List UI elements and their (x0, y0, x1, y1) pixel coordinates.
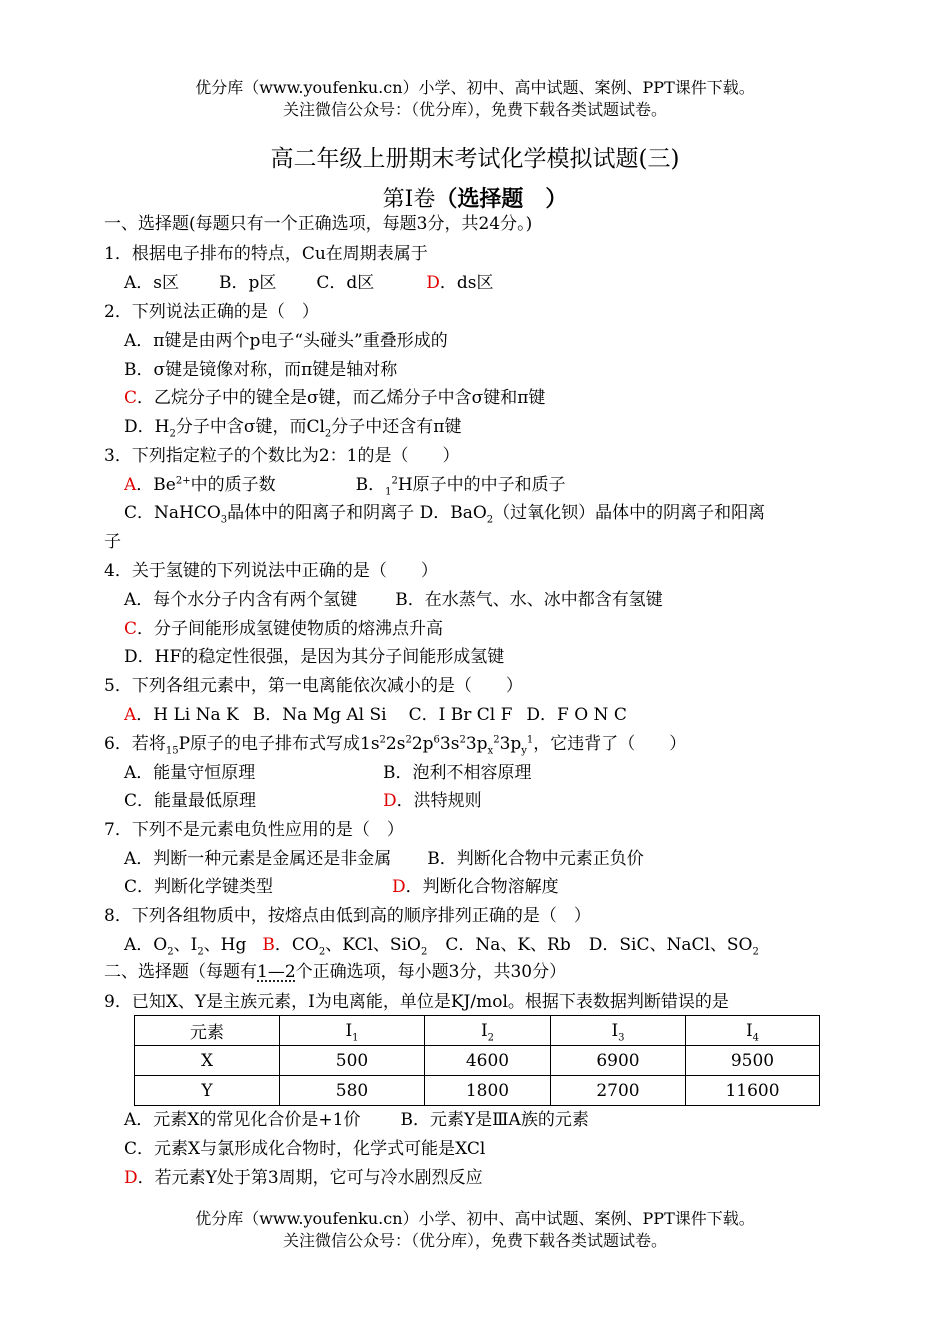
q2-d-3: 分子中还含有π键 (331, 417, 462, 437)
table-cell: 580 (280, 1076, 425, 1106)
q6-stem-sub: 15 (165, 745, 179, 757)
q5-b: B．Na Mg Al Si (252, 705, 387, 725)
q2-d (124, 415, 461, 439)
q8-b-sub-1: 2 (318, 946, 326, 958)
q9-stem: 9．已知X、Y是主族元素，I为电离能，单位是KJ/mol。根据下表数据判断错误的是 (104, 992, 729, 1012)
q7-cd (124, 875, 559, 899)
q7-a: A．判断一种元素是金属还是非金属 (124, 849, 392, 869)
exam-title: 高二年级上册期末考试化学模拟试题(三) (270, 146, 680, 172)
q8-a-2: 、I (173, 935, 198, 955)
q2-c (124, 386, 545, 410)
q6-stem-1: 6．若将 (104, 734, 166, 754)
q6-x: x (487, 745, 494, 757)
q5-c: C．I Br Cl F (408, 705, 513, 725)
section-2-heading (104, 960, 566, 984)
q1-a: A．s区 (124, 273, 180, 293)
header-text: I (480, 1020, 488, 1041)
q2-stem: 2．下列说法正确的是（ ） (104, 302, 319, 322)
header-sub: 4 (752, 1031, 760, 1043)
q3-wrap: 子 (104, 532, 121, 552)
q3-a-sup: 2+ (175, 475, 191, 487)
q2-d-sub: 2 (169, 428, 176, 440)
q4-d: D．HF的稳定性很强，是因为其分子间能形成氢键 (124, 647, 505, 667)
table-cell: 4600 (425, 1046, 551, 1076)
table-cell: Y (135, 1076, 280, 1106)
q8-b-1: ．CO (274, 935, 319, 955)
q4-ab (124, 588, 663, 612)
q3-a-2: 中的质子数 (190, 475, 276, 495)
q3-c-sub: 3 (220, 514, 228, 526)
q4-c-text: ．分子间能形成氢键使物质的熔沸点升高 (137, 619, 444, 639)
q2-d-2: 分子中含σ键，而Cl (175, 417, 325, 437)
header-text: I (745, 1020, 753, 1041)
table-cell: 2700 (551, 1076, 686, 1106)
q3-b-1: B． (355, 475, 386, 495)
q8-stem: 8．下列各组物质中，按熔点由低到高的顺序排列正确的是（ ） (104, 906, 591, 926)
q8-c: C．Na、K、Rb (445, 935, 571, 955)
q6-t3: 3s (439, 734, 460, 754)
q6-a: A．能量守恒原理 (124, 763, 256, 783)
q1-options (124, 271, 494, 295)
q2-d-sub2: 2 (324, 428, 332, 440)
q8-d-sub: 2 (752, 946, 759, 958)
q7-b: B．判断化合物中元素正负价 (427, 849, 644, 869)
section-1-heading: 一、选择题(每题只有一个正确选项，每题3分，共24分。) (104, 214, 533, 234)
q2-a: A．π键是由两个p电子“头碰头”重叠形成的 (124, 331, 448, 351)
table-row (135, 1046, 820, 1076)
header-text: 元素 (190, 1023, 224, 1043)
q1-b: B．p区 (219, 273, 277, 293)
q6-s4: 2 (459, 734, 466, 746)
q8-options (124, 933, 759, 957)
table-cell: 9500 (686, 1046, 820, 1076)
q6-s2: 2 (405, 734, 412, 746)
q1-d: ．ds区 (439, 273, 494, 293)
q9-d-letter: D (124, 1168, 138, 1188)
q6-cd (124, 789, 482, 813)
q6-d: ．洪特规则 (396, 791, 482, 811)
q8-a-sub-1: 2 (167, 946, 174, 958)
q3-cd (124, 501, 765, 525)
table-header-cell (135, 1016, 280, 1046)
header-sub: 3 (618, 1031, 625, 1043)
header-sub: 1 (352, 1031, 359, 1043)
q1-c: C．d区 (316, 273, 375, 293)
q6-c: C．能量最低原理 (124, 791, 257, 811)
q4-c-letter: C (124, 619, 138, 639)
q7-d-letter: D (392, 877, 406, 897)
header-text: I (611, 1020, 619, 1041)
q8-a-3: 、Hg (203, 935, 247, 955)
table-row (135, 1076, 820, 1106)
header-line-1: 优分库（www.youfenku.cn）小学、初中、高中试题、案例、PPT课件下载。 (195, 78, 755, 97)
q8-a-1: A．O (124, 935, 168, 955)
q2-c-text: ．乙烷分子中的键全是σ键，而乙烯分子中含σ键和π键 (137, 388, 546, 408)
q8-b-sub-2: 2 (420, 946, 428, 958)
q3-c-1: C．NaHCO (124, 503, 221, 523)
part-bold: （选择题 ） (435, 186, 568, 212)
q9-b: B．元素Y是ⅢA族的元素 (400, 1110, 589, 1130)
q6-y: y (521, 745, 527, 757)
q6-t2: 2p (411, 734, 434, 754)
q6-stem (104, 732, 686, 756)
q6-s6: 1 (526, 734, 534, 746)
ionization-table (134, 1015, 820, 1106)
q5-options (124, 703, 627, 727)
q3-a-1: ．Be (136, 475, 176, 495)
q8-b-letter: B (262, 935, 275, 955)
q8-d-1: D．SiC、NaCl、SO (588, 935, 753, 955)
header-sub: 2 (487, 1031, 495, 1043)
table-cell: X (135, 1046, 280, 1076)
q9-a: A．元素X的常见化合价是+1价 (124, 1110, 361, 1130)
q3-stem: 3．下列指定粒子的个数比为2：1的是（ ） (104, 446, 460, 466)
q4-b: B．在水蒸气、水、冰中都含有氢键 (395, 590, 663, 610)
q6-ab (124, 761, 532, 785)
q3-b-sup: 2 (391, 475, 398, 487)
q4-c (124, 617, 443, 641)
q5-a: ．H Li Na K (136, 705, 239, 725)
q3-ab (124, 473, 566, 497)
q9-d-text: ．若元素Y处于第3周期，它可与冷水剧烈反应 (137, 1168, 483, 1188)
q6-stem-2: P原子的电子排布式写成1s (178, 734, 380, 754)
table-header-cell (425, 1016, 551, 1046)
q7-ab (124, 847, 644, 871)
q3-b-2: H原子中的中子和质子 (397, 475, 566, 495)
q6-t1: 2s (385, 734, 406, 754)
header-text: I (345, 1020, 353, 1041)
q6-d-letter: D (383, 791, 397, 811)
q5-a-letter: A (124, 705, 137, 725)
q5-d: D．F O N C (526, 705, 627, 725)
q6-b: B．泡利不相容原理 (383, 763, 532, 783)
q7-stem: 7．下列不是元素电负性应用的是（ ） (104, 820, 404, 840)
q8-b-2: 、KCl、SiO (325, 935, 421, 955)
table-cell: 11600 (686, 1076, 820, 1106)
section-2-post: 个正确选项，每小题3分，共30分） (295, 962, 567, 982)
q6-t4: 3p (465, 734, 488, 754)
q2-b: B．σ键是镜像对称，而π键是轴对称 (124, 360, 398, 380)
q2-d-1: D．H (124, 417, 170, 437)
q1-d-letter: D (426, 273, 440, 293)
q7-c: C．判断化学键类型 (124, 877, 274, 897)
table-cell: 6900 (551, 1046, 686, 1076)
header-line-2: 关注微信公众号：（优分库），免费下载各类试题试卷。 (282, 100, 667, 119)
q2-c-letter: C (124, 388, 138, 408)
section-2-mark: 1—2 (257, 962, 296, 982)
q6-s1: 2 (379, 734, 386, 746)
q6-s3: 6 (433, 734, 440, 746)
q5-stem: 5．下列各组元素中，第一电离能依次减小的是（ ） (104, 676, 523, 696)
q3-c-sub2: 2 (486, 514, 494, 526)
part-prefix: 第Ⅰ卷 (382, 187, 436, 212)
q9-d (124, 1166, 483, 1190)
q4-a: A．每个水分子内含有两个氢键 (124, 590, 358, 610)
table-header-row (135, 1016, 820, 1046)
q6-s5: 2 (493, 734, 500, 746)
q3-c-2: 晶体中的阳离子和阴离子 D．BaO (227, 503, 487, 523)
section-2-pre: 二、选择题（每题有 (104, 962, 257, 982)
q7-d: ．判断化合物溶解度 (405, 877, 559, 897)
part-title (0, 182, 950, 213)
footer-line-2: 关注微信公众号：（优分库），免费下载各类试题试卷。 (282, 1231, 667, 1250)
table-header-cell (280, 1016, 425, 1046)
table-header-cell (686, 1016, 820, 1046)
q9-c: C．元素X与氯形成化合物时，化学式可能是XCl (124, 1139, 486, 1159)
q6-stem-3: ，它违背了（ ） (533, 734, 687, 754)
q9-ab (124, 1108, 589, 1132)
q6-t5: 3p (499, 734, 522, 754)
table-cell: 500 (280, 1046, 425, 1076)
q3-b-sub: 1 (385, 486, 392, 498)
q1-stem: 1．根据电子排布的特点，Cu在周期表属于 (104, 244, 428, 264)
q8-a-sub-2: 2 (197, 946, 204, 958)
q4-stem: 4．关于氢键的下列说法中正确的是（ ） (104, 561, 438, 581)
q3-a-letter: A (124, 475, 137, 495)
q3-c-3: （过氧化钡）晶体中的阴离子和阳离 (493, 503, 766, 523)
table-header-cell (551, 1016, 686, 1046)
table-cell: 1800 (425, 1076, 551, 1106)
footer-line-1: 优分库（www.youfenku.cn）小学、初中、高中试题、案例、PPT课件下载。 (195, 1209, 755, 1228)
